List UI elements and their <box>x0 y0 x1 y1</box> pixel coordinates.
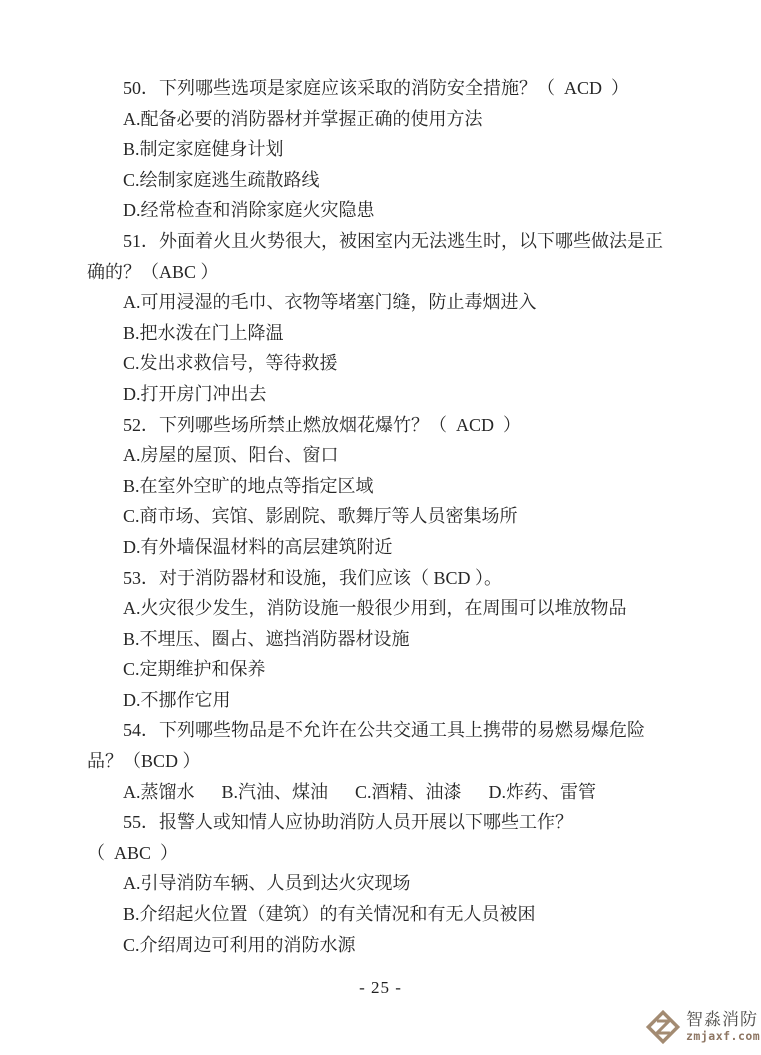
text-line: C.商市场、宾馆、影剧院、歌舞厅等人员密集场所 <box>123 506 518 527</box>
quiz-content <box>87 73 677 960</box>
text-line: B.在室外空旷的地点等指定区域 <box>123 475 374 496</box>
text-line: 51．外面着火且火势很大，被困室内无法逃生时，以下哪些做法是正 <box>123 230 663 251</box>
text-line: 50．下列哪些选项是家庭应该采取的消防安全措施？（ ACD ） <box>123 78 630 98</box>
text-line: 55．报警人或知情人应协助消防人员开展以下哪些工作？ <box>123 812 573 833</box>
text-line: A.引导消防车辆、人员到达火灾现场 <box>123 873 411 894</box>
text-line: 53．对于消防器材和设施，我们应该（ BCD ）。 <box>123 567 503 588</box>
text-line: D.不挪作它用 <box>123 689 231 710</box>
site-logo <box>643 1008 760 1046</box>
text-line: 54．下列哪些物品是不允许在公共交通工具上携带的易燃易爆危险 <box>123 720 645 741</box>
text-line: C.介绍周边可利用的消防水源 <box>123 934 356 955</box>
text-line: B.介绍起火位置（建筑）的有关情况和有无人员被困 <box>123 904 536 925</box>
logo-text <box>686 1011 760 1042</box>
page-number: - 25 - <box>359 978 402 997</box>
text-line: C.定期维护和保养 <box>123 659 266 680</box>
logo-brand-name: 智淼消防 <box>686 1010 758 1030</box>
text-line: D.经常检查和消除家庭火灾隐患 <box>123 200 375 221</box>
text-line: 确的？（ABC ） <box>87 261 219 282</box>
text-line: C.绘制家庭逃生疏散路线 <box>123 169 320 190</box>
text-line: B.把水泼在门上降温 <box>123 322 284 343</box>
text-line: A.蒸馏水 B.汽油、煤油 C.酒精、油漆 D.炸药、雷管 <box>123 781 597 802</box>
text-line: D.有外墙保温材料的高层建筑附近 <box>123 536 393 557</box>
text-line: A.可用浸湿的毛巾、衣物等堵塞门缝，防止毒烟进入 <box>123 292 537 313</box>
text-line: A.房屋的屋顶、阳台、窗口 <box>123 445 339 466</box>
text-line: （ ABC ） <box>87 842 179 863</box>
text-line: A.配备必要的消防器材并掌握正确的使用方法 <box>123 108 483 129</box>
text-line: A.火灾很少发生，消防设施一般很少用到，在周围可以堆放物品 <box>123 598 627 619</box>
text-line: 品？（BCD ） <box>87 751 201 772</box>
text-line: D.打开房门冲出去 <box>123 383 267 404</box>
text-line: C.发出求救信号，等待救援 <box>123 353 338 374</box>
text-line: B.制定家庭健身计划 <box>123 139 284 160</box>
text-line: B.不埋压、圈占、遮挡消防器材设施 <box>123 628 410 649</box>
diamond-z-logo-icon <box>643 1008 683 1046</box>
text-line: 52．下列哪些场所禁止燃放烟花爆竹？（ ACD ） <box>123 414 522 435</box>
logo-domain: zmjaxf.com <box>686 1029 761 1044</box>
